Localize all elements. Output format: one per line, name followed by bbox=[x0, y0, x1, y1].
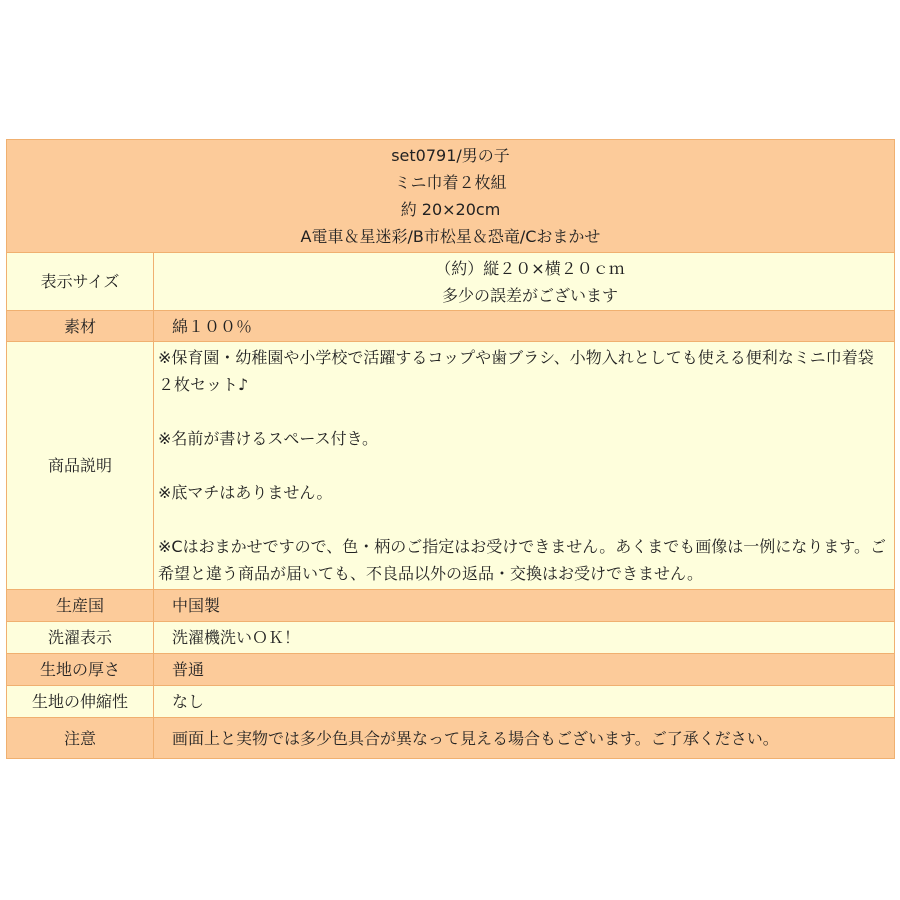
thickness-label: 生地の厚さ bbox=[7, 654, 154, 686]
origin-row bbox=[7, 590, 895, 622]
product-header bbox=[7, 140, 895, 253]
thickness-row bbox=[7, 654, 895, 686]
product-spec-table bbox=[6, 139, 895, 759]
thickness-value: 普通 bbox=[154, 654, 895, 686]
notice-label: 注意 bbox=[7, 718, 154, 759]
description-para-2: ※名前が書けるスペース付き。 bbox=[158, 429, 378, 448]
washing-row bbox=[7, 622, 895, 654]
description-para-1: ※保育園・幼稚園や小学校で活躍するコップや歯ブラシ、小物入れとしても使える便利なミニ巾着袋２枚セット♪ bbox=[158, 348, 874, 394]
product-code: set0791/男の子 bbox=[391, 146, 510, 165]
stretch-row bbox=[7, 686, 895, 718]
origin-value: 中国製 bbox=[154, 590, 895, 622]
stretch-label: 生地の伸縮性 bbox=[7, 686, 154, 718]
product-name: ミニ巾着２枚組 bbox=[394, 173, 507, 192]
description-para-4: ※Cはおまかせですので、色・柄のご指定はお受けできません。あくまでも画像は一例になります。ご希望と違う商品が届いても、不良品以外の返品・交換はお受けできません。 bbox=[158, 537, 886, 583]
description-label: 商品説明 bbox=[7, 342, 154, 590]
washing-value: 洗濯機洗いＯＫ！ bbox=[154, 622, 895, 654]
description-value bbox=[154, 342, 895, 590]
stretch-value: なし bbox=[154, 686, 895, 718]
description-row bbox=[7, 342, 895, 590]
variations: A電車＆星迷彩/B市松星＆恐竜/Cおまかせ bbox=[300, 227, 601, 246]
header-row bbox=[7, 140, 895, 253]
origin-label: 生産国 bbox=[7, 590, 154, 622]
description-para-3: ※底マチはありません。 bbox=[158, 483, 333, 502]
material-row bbox=[7, 311, 895, 342]
size-label: 表示サイズ bbox=[7, 253, 154, 311]
size-value bbox=[154, 253, 895, 311]
size-row bbox=[7, 253, 895, 311]
material-label: 素材 bbox=[7, 311, 154, 342]
size-summary: 約 20×20cm bbox=[400, 200, 501, 219]
notice-row bbox=[7, 718, 895, 759]
notice-value: 画面上と実物では多少色具合が異なって見える場合もございます。ご了承ください。 bbox=[154, 718, 895, 759]
washing-label: 洗濯表示 bbox=[7, 622, 154, 654]
material-value: 綿１００％ bbox=[154, 311, 895, 342]
size-value-line2: 多少の誤差がございます bbox=[441, 285, 618, 305]
size-value-line1: （約）縦２０×横２０ｃｍ bbox=[435, 258, 625, 278]
